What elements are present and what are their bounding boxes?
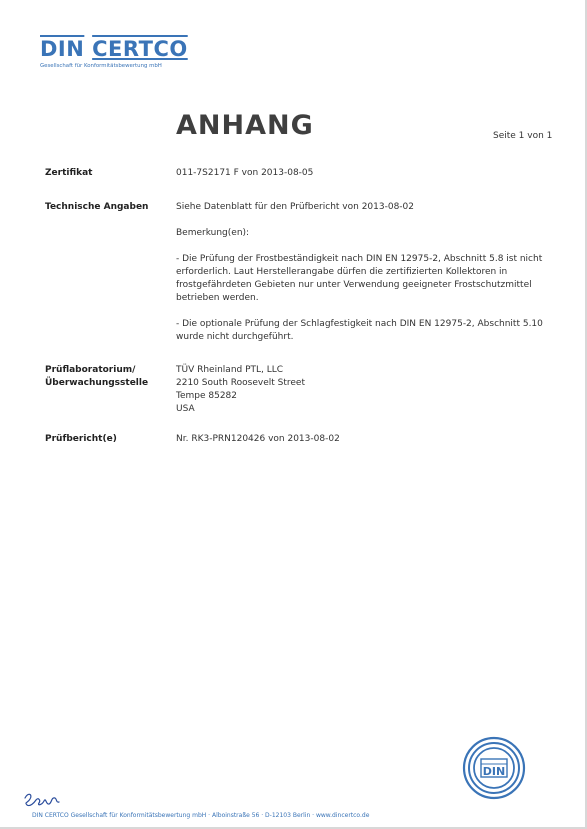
logo-subtitle: Gesellschaft für Konformitätsbewertung mbH [40,63,162,69]
page-indicator: Seite 1 von 1 [493,131,553,141]
logo-wordmark [40,38,188,60]
logo-certco: CERTCO [92,37,188,61]
din-mark-text: DIN [482,765,506,778]
signature-initials [22,788,62,812]
address-line: Tempe 85282 [176,391,238,401]
zertifikat-value: 011-7S2171 F von 2013-08-05 [176,168,314,178]
address-line: 2210 South Roosevelt Street [176,378,305,388]
dincertco-logo [40,38,188,69]
din-mark-icon [462,736,526,800]
prufbericht-value: Nr. RK3-PRN120426 von 2013-08-02 [176,434,340,444]
pruflaboratorium-label [45,364,148,390]
bemerkung-frost: - Die Prüfung der Frostbeständigkeit nach DIN EN 12975-2, Abschnitt 5.8 ist nicht erforderlich. Laut Herstellerangabe dürfen die zertifizierten Kollektoren in frostgefährdeten Gebieten nur unter Verwendung geeigneter Frostschutzmittel betrieben werden. [176,254,543,303]
prufbericht-label: Prüfbericht(e) [45,434,117,444]
bemerkung-schlag: - Die optionale Prüfung der Schlagfestigkeit nach DIN EN 12975-2, Abschnitt 5.10 wurde nicht durchgeführt. [176,319,543,342]
technische-angaben-label: Technische Angaben [45,202,149,212]
logo-din: $\overline{DIN}$ [40,37,85,61]
address-line: TÜV Rheinland PTL, LLC [176,365,284,375]
zertifikat-label: Zertifikat [45,168,93,178]
address-line: USA [176,404,195,414]
pruflaboratorium-label-line1: Prüflaboratorium/ [45,365,136,375]
pruflaboratorium-label-line2: Überwachungsstelle [45,378,149,388]
technische-angaben-value [176,201,554,344]
pruflaboratorium-address [176,364,554,416]
bemerkungen-heading: Bemerkung(en): [176,228,250,238]
datenblatt-reference: Siehe Datenblatt für den Prüfbericht von 2013-08-02 [176,202,414,212]
page-footer: DIN CERTCO Gesellschaft für Konformitätsbewertung mbH · Alboinstraße 56 · D-12103 Berlin · www.dincertco.de [32,812,370,819]
page-title: ANHANG [176,110,314,141]
